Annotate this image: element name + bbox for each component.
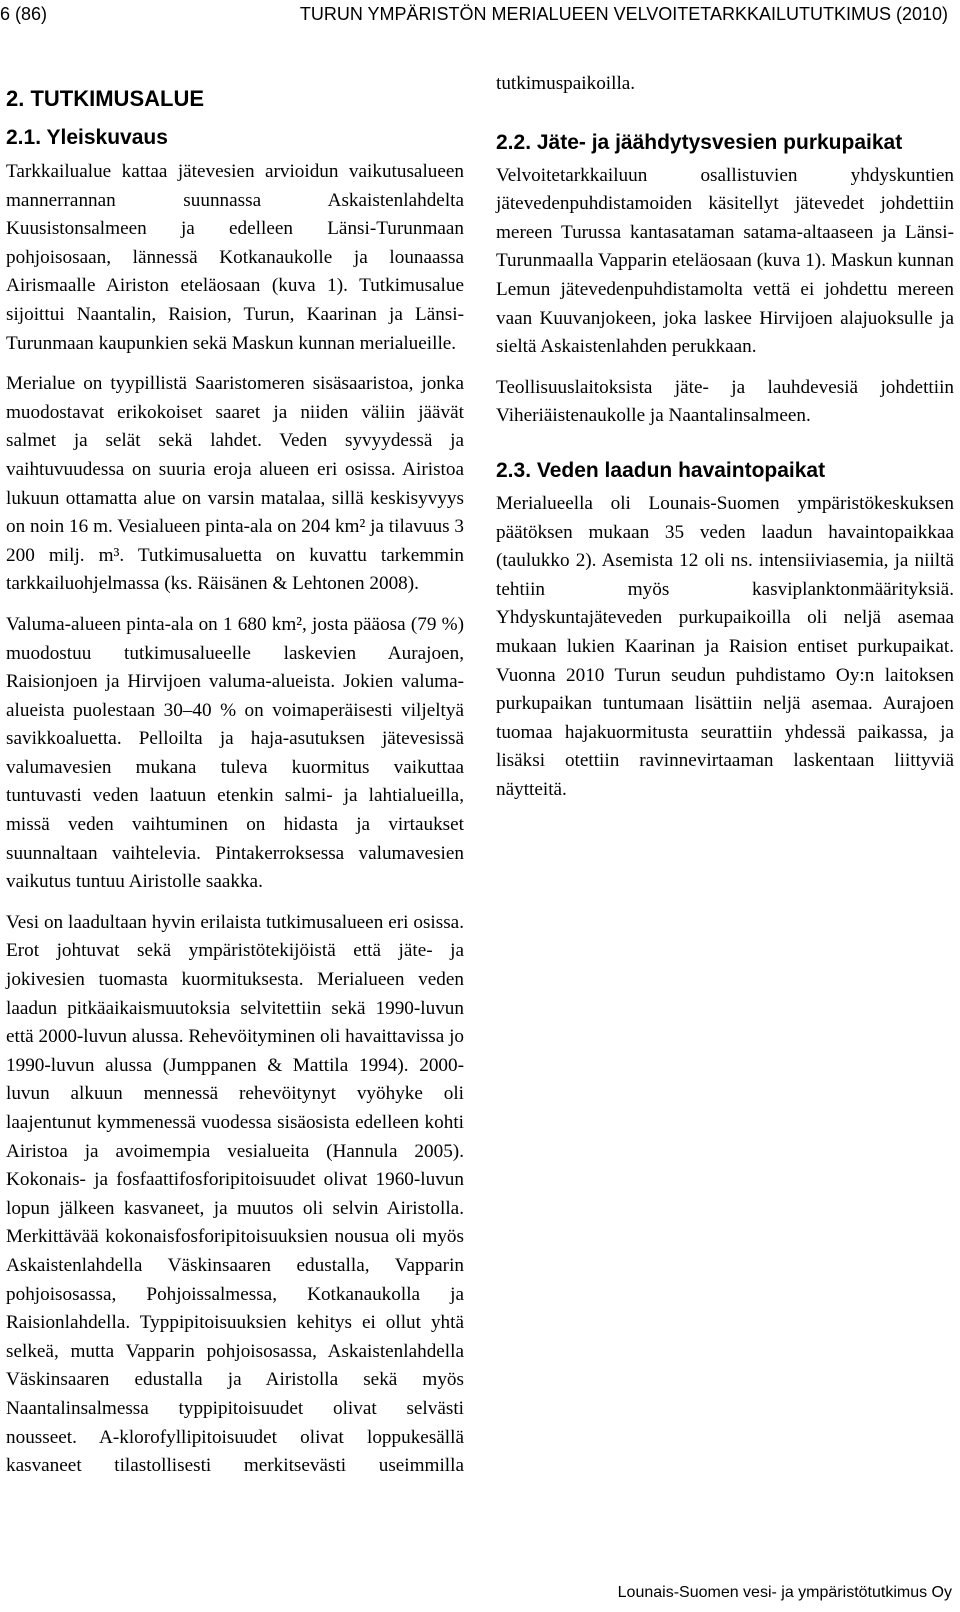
paragraph: Merialue on tyypillistä Saaristomeren sisäsaaristoa, jonka muodostavat erikokoiset saaret ja niiden väliin jäävät salmet ja selät sekä lahdet. Veden syvyydessä ja vaihtuvuudessa on suuria eroja alueen eri osissa. Airistoa lukuun ottamatta alue on varsin matalaa, sillä keskisyvyys on noin 16 m. Vesialueen pinta-ala on 204 km² ja tilavuus 3 200 milj. m³. Tutkimusaluetta on kuvattu tarkemmin tarkkailuohjelmassa (ks. Räisänen & Lehtonen 2008). xyxy=(6,373,464,595)
paragraph: Tarkkailualue kattaa jätevesien arvioidun vaikutusalueen mannerrannan suunnassa Askaistenlahdelta Kuusistonsalmeen ja edelleen Länsi-Turunmaan pohjoisosaan, lännessä Kotkanaukolle ja lounaassa Airismaalle Airiston eteläosaan (kuva 1). Tutkimusalue sijoittui Naantalin, Raision, Turun, Kaarinan ja Länsi-Turunmaan kaupunkien sekä Maskun kunnan merialueille. xyxy=(6,161,464,354)
section-heading: 2. TUTKIMUSALUE xyxy=(6,86,204,111)
footer: Lounais-Suomen vesi- ja ympäristötutkimus Oy xyxy=(617,1584,952,1601)
paragraph: Valuma-alueen pinta-ala on 1 680 km², josta pääosa (79 %) muodostuu tutkimusalueelle laskevien Aurajoen, Raisionjoen ja Hirvijoen valuma-alueista. Jokien valuma-alueista puolestaan 30–40 % on voimaperäisesti viljeltyä savikkoaluetta. Pelloilta ja haja-asutuksen jätevesissä valumavesien mukana tuleva kuormitus vaikuttaa tuntuvasti veden laatuun etenkin salmi- ja lahtialueilla, missä veden vaihtuminen on hidasta ja virtaukset suunnaltaan vaihtelevia. Pintakerroksessa valumavesien vaikutus tuntuu Airistolle saakka. xyxy=(6,613,464,893)
left-column xyxy=(6,72,464,1493)
paragraph-continuation: tutkimuspaikoilla. xyxy=(496,73,636,94)
paragraph: Teollisuuslaitoksista jäte- ja lauhdevesiä johdettiin Viheriäistenaukolle ja Naantalinsalmeen. xyxy=(496,376,954,427)
running-title: TURUN YMPÄRISTÖN MERIALUEEN VELVOITETARKKAILUTUTKIMUS (2010) xyxy=(299,4,948,24)
running-header xyxy=(0,4,952,30)
subsection-heading-2-2: 2.2. Jäte- ja jäähdytysvesien purkupaikat xyxy=(496,130,903,154)
right-column xyxy=(496,70,954,816)
paragraph: Velvoitetarkkailuun osallistuvien yhdyskuntien jätevedenpuhdistamoiden käsitellyt jätevedet johdettiin mereen Turussa kantasataman satama-altaaseen ja Länsi-Turunmaalla Vapparin eteläosaan (kuva 1). Maskun kunnan Lemun jätevedenpuhdistamolta vettä ei johdettu mereen vaan Kuuvanjokeen, joka laskee Hirvijoen alajuoksulle ja sieltä Askaistenlahden perukkaan. xyxy=(496,164,954,358)
paragraph: Merialueella oli Lounais-Suomen ympäristökeskuksen päätöksen mukaan 35 veden laadun havaintopaikkaa (taulukko 2). Asemista 12 oli ns. intensiiviasemia, ja niiltä tehtiin myös kasviplanktonmäärityksiä. Yhdyskuntajäteveden purkupaikoilla oli neljä asemaa mukaan lukien Kaarinan ja Raision entiset purkupaikat. Vuonna 2010 Turun seudun puhdistamo Oy:n laitoksen purkupaikan tuntumaan lisättiin neljä asemaa. Aurajoen tuomaa hajakuormitusta seurattiin yhdessä paikassa, ja lisäksi otettiin ravinnevirtaaman laskentaan liittyviä näytteitä. xyxy=(496,492,954,800)
page-number: 6 (86) xyxy=(0,4,48,24)
subsection-heading-2-1: 2.1. Yleiskuvaus xyxy=(6,126,168,149)
subsection-heading-2-3: 2.3. Veden laadun havaintopaikat xyxy=(496,458,826,482)
paragraph-continued: Vesi on laadultaan hyvin erilaista tutkimusalueen eri osissa. Erot johtuvat sekä ympäristötekijöistä että jäte- ja jokivesien tuomasta kuormituksesta. Merialueen veden laadun pitkäaikaismuutoksia selvitettiin sekä 1990-luvun että 2000-luvun alussa. Rehevöityminen oli havaittavissa jo 1990-luvun alussa (Jumppanen & Mattila 1994). 2000-luvun alkuun mennessä rehevöitynyt vyöhyke oli laajentunut kymmenessä vuodessa sisäosista edelleen kohti Airistoa ja avoimempia vesialueita (Hannula 2005). Kokonais- ja fosfaattifosforipitoisuudet olivat 1960-luvun lopun jälkeen kasvaneet, ja muutos oli selvin Airistolla. Merkittävää kokonaisfosforipitoisuuksien nousua oli myös Askaistenlahdella Väskinsaaren edustalla, Vapparin pohjoisosassa, Pohjoissalmessa, Kotkanaukolla ja Raisionlahdella. Typpipitoisuuksien kehitys ei ollut yhtä selkeä, mutta Vapparin pohjoisosassa, Askaistenlahdella Väskinsaaren edustalla ja Airistolla sekä myös Naantalinsalmessa typpipitoisuudet olivat selvästi nousseet. A-klorofyllipitoisuudet olivat loppukesällä kasvaneet tilastollisesti merkitsevästi useimmilla xyxy=(6,911,464,1477)
